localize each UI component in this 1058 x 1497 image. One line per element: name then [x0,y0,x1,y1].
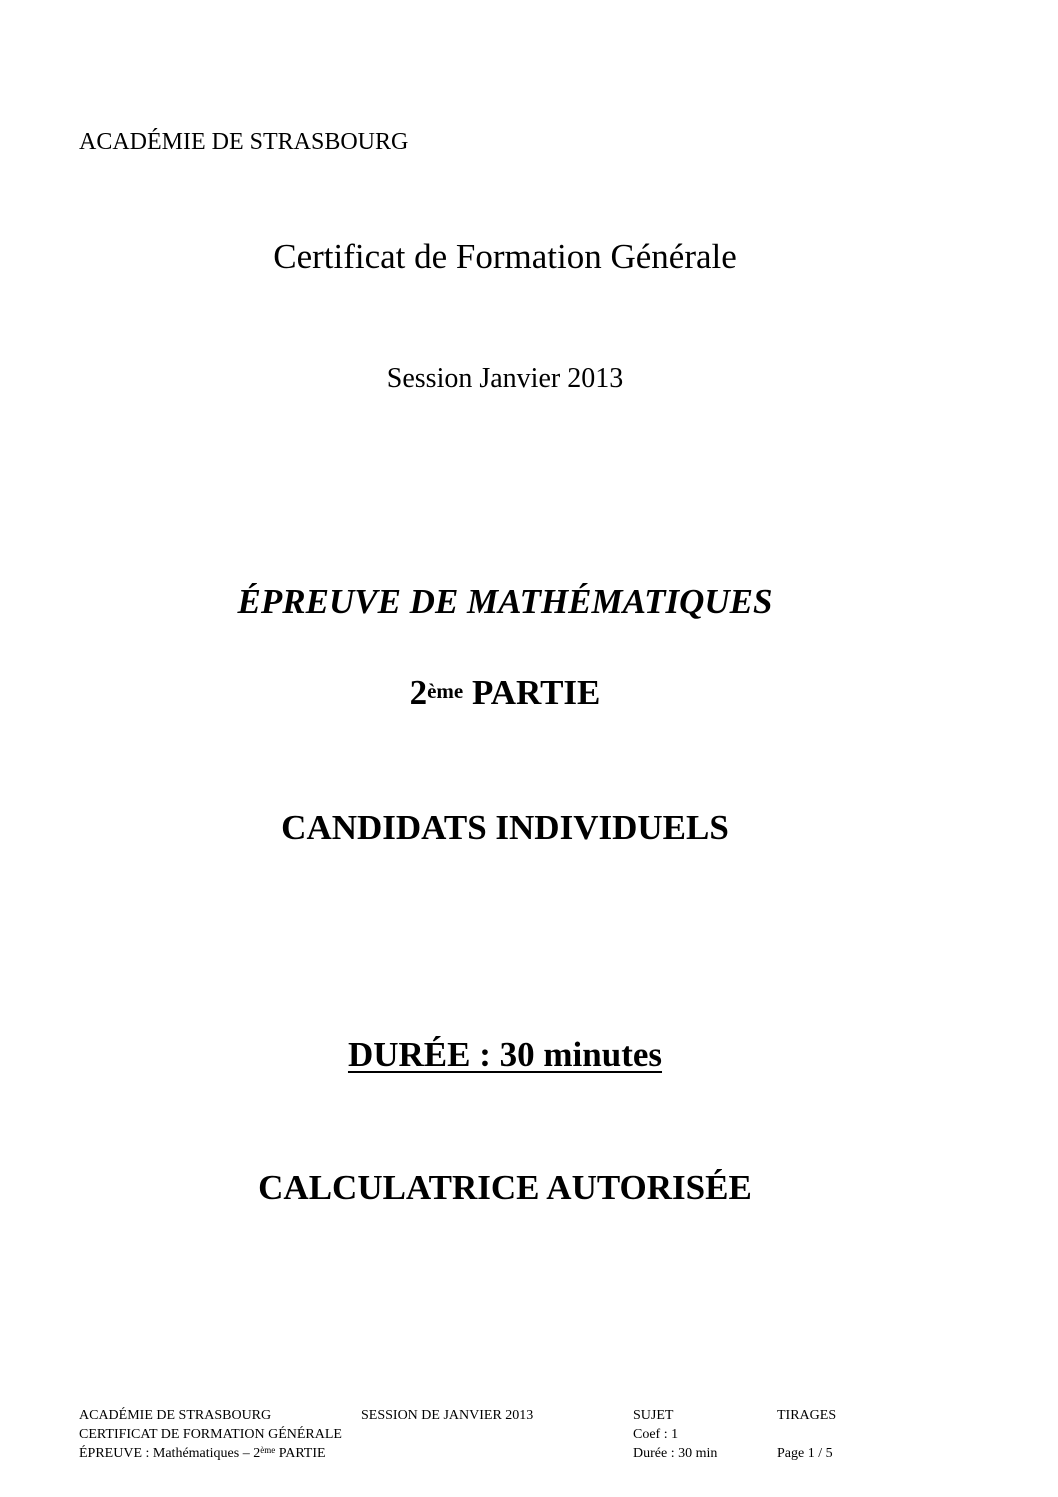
footer-type: SUJET [633,1408,674,1423]
duration-title [0,1033,1010,1077]
footer-exam-suffix: PARTIE [275,1446,326,1461]
part-title [0,671,1010,715]
footer-row-1 [79,1406,859,1425]
academy-heading: ACADÉMIE DE STRASBOURG [79,129,409,155]
part-word: PARTIE [471,673,601,712]
footer-row-2 [79,1425,859,1444]
duration-text: DURÉE : 30 minutes [347,1035,663,1074]
footer-page-number: Page 1 / 5 [777,1446,833,1461]
footer-academy: ACADÉMIE DE STRASBOURG [79,1408,272,1423]
footer-certificate: CERTIFICAT DE FORMATION GÉNÉRALE [79,1427,342,1442]
footer-coef: Coef : 1 [633,1427,679,1442]
page-footer [79,1406,859,1466]
footer-exam-sup: ème [260,1445,276,1455]
footer-tirages: TIRAGES [777,1408,837,1423]
footer-session: SESSION DE JANVIER 2013 [361,1408,534,1423]
calculator-title: CALCULATRICE AUTORISÉE [258,1168,752,1207]
footer-exam [79,1444,326,1463]
part-number: 2 [409,673,428,712]
candidates-title: CANDIDATS INDIVIDUELS [281,808,729,847]
footer-duration: Durée : 30 min [633,1446,718,1461]
footer-row-3 [79,1444,859,1463]
certificate-title: Certificat de Formation Générale [273,237,737,276]
exam-title: ÉPREUVE DE MATHÉMATIQUES [237,582,773,621]
part-superscript: ème [427,679,464,703]
footer-exam-prefix: ÉPREUVE : Mathématiques – 2 [79,1446,261,1461]
session-label: Session Janvier 2013 [386,363,624,394]
